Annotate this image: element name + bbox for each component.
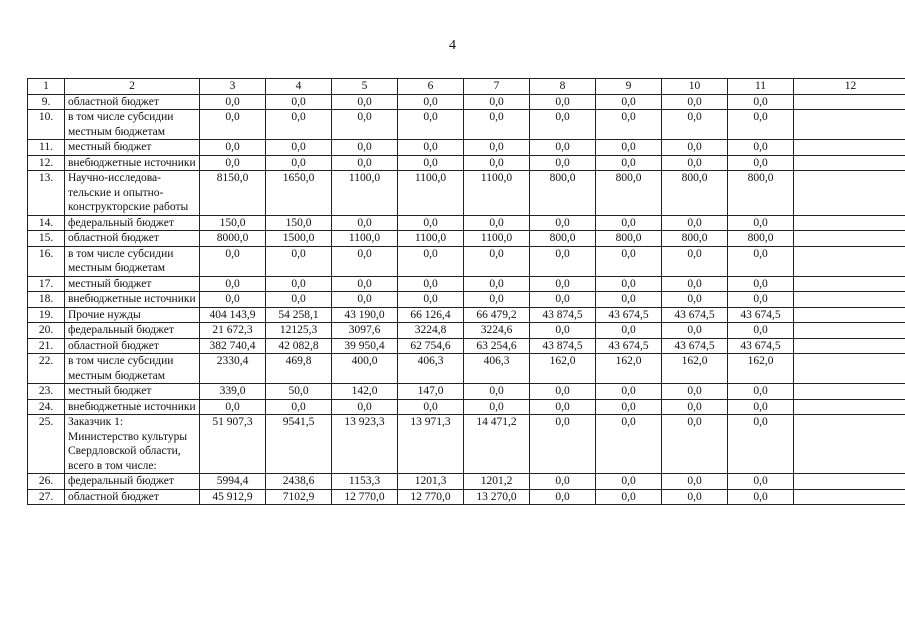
value-cell: 2438,6 (266, 474, 332, 490)
table-row (28, 338, 905, 354)
value-cell: 3224,8 (398, 323, 464, 339)
value-cell: 0,0 (530, 399, 596, 415)
value-cell (794, 155, 905, 171)
value-cell: 0,0 (464, 110, 530, 140)
header-row (28, 79, 905, 95)
column-header: 6 (398, 79, 464, 95)
value-cell: 0,0 (728, 94, 794, 110)
value-cell: 0,0 (728, 384, 794, 400)
row-number: 13. (28, 171, 65, 216)
row-number: 9. (28, 94, 65, 110)
value-cell (794, 231, 905, 247)
value-cell: 0,0 (530, 215, 596, 231)
value-cell: 66 479,2 (464, 307, 530, 323)
value-cell: 43 674,5 (662, 307, 728, 323)
value-cell: 43 874,5 (530, 338, 596, 354)
value-cell: 0,0 (728, 215, 794, 231)
row-number: 12. (28, 155, 65, 171)
value-cell (794, 338, 905, 354)
value-cell: 0,0 (596, 215, 662, 231)
row-number: 10. (28, 110, 65, 140)
value-cell: 42 082,8 (266, 338, 332, 354)
value-cell (794, 171, 905, 216)
value-cell: 0,0 (596, 489, 662, 505)
value-cell: 0,0 (728, 140, 794, 156)
row-number: 27. (28, 489, 65, 505)
value-cell (794, 323, 905, 339)
value-cell: 43 674,5 (728, 307, 794, 323)
table-row (28, 489, 905, 505)
value-cell: 0,0 (266, 94, 332, 110)
table-row (28, 323, 905, 339)
value-cell: 0,0 (332, 399, 398, 415)
value-cell: 0,0 (332, 155, 398, 171)
value-cell: 0,0 (596, 474, 662, 490)
value-cell: 8000,0 (200, 231, 266, 247)
value-cell: 12 770,0 (398, 489, 464, 505)
table-row (28, 354, 905, 384)
value-cell: 43 874,5 (530, 307, 596, 323)
value-cell: 0,0 (596, 292, 662, 308)
column-header: 12 (794, 79, 905, 95)
value-cell: 0,0 (332, 215, 398, 231)
value-cell: 1201,3 (398, 474, 464, 490)
value-cell: 800,0 (662, 171, 728, 216)
value-cell: 1100,0 (464, 171, 530, 216)
value-cell: 3224,6 (464, 323, 530, 339)
value-cell: 1100,0 (398, 231, 464, 247)
row-name: внебюджетные источники (65, 292, 200, 308)
table-row (28, 140, 905, 156)
value-cell: 0,0 (530, 110, 596, 140)
value-cell: 43 674,5 (596, 338, 662, 354)
value-cell: 0,0 (596, 399, 662, 415)
column-header: 4 (266, 79, 332, 95)
value-cell: 0,0 (398, 215, 464, 231)
value-cell: 150,0 (200, 215, 266, 231)
value-cell: 0,0 (662, 140, 728, 156)
column-header: 3 (200, 79, 266, 95)
table-row (28, 94, 905, 110)
row-number: 26. (28, 474, 65, 490)
value-cell: 0,0 (728, 415, 794, 474)
value-cell: 0,0 (464, 140, 530, 156)
value-cell: 0,0 (200, 276, 266, 292)
value-cell: 0,0 (332, 276, 398, 292)
value-cell: 800,0 (662, 231, 728, 247)
row-name: областной бюджет (65, 231, 200, 247)
value-cell: 0,0 (728, 292, 794, 308)
row-name: в том числе субсидии местным бюджетам (65, 110, 200, 140)
value-cell: 0,0 (662, 489, 728, 505)
row-number: 22. (28, 354, 65, 384)
table-row (28, 231, 905, 247)
value-cell: 0,0 (398, 276, 464, 292)
value-cell (794, 292, 905, 308)
value-cell: 8150,0 (200, 171, 266, 216)
budget-table (27, 78, 905, 505)
value-cell: 0,0 (398, 399, 464, 415)
value-cell: 0,0 (464, 399, 530, 415)
value-cell: 1100,0 (332, 231, 398, 247)
value-cell: 1650,0 (266, 171, 332, 216)
value-cell: 0,0 (728, 155, 794, 171)
value-cell: 0,0 (530, 276, 596, 292)
value-cell: 0,0 (332, 110, 398, 140)
row-name: Заказчик 1: Министерство культуры Свердловской области, всего в том числе: (65, 415, 200, 474)
value-cell: 0,0 (530, 246, 596, 276)
value-cell: 400,0 (332, 354, 398, 384)
value-cell: 147,0 (398, 384, 464, 400)
value-cell (794, 474, 905, 490)
value-cell: 0,0 (200, 399, 266, 415)
value-cell (794, 489, 905, 505)
row-number: 15. (28, 231, 65, 247)
value-cell: 800,0 (530, 231, 596, 247)
row-name: внебюджетные источники (65, 155, 200, 171)
value-cell: 63 254,6 (464, 338, 530, 354)
page-number: 4 (449, 38, 456, 53)
value-cell: 0,0 (464, 215, 530, 231)
value-cell: 382 740,4 (200, 338, 266, 354)
value-cell (794, 110, 905, 140)
value-cell: 12 770,0 (332, 489, 398, 505)
value-cell (794, 384, 905, 400)
table-row (28, 307, 905, 323)
column-header: 10 (662, 79, 728, 95)
value-cell: 339,0 (200, 384, 266, 400)
value-cell: 0,0 (596, 110, 662, 140)
row-number: 24. (28, 399, 65, 415)
value-cell: 0,0 (662, 215, 728, 231)
row-name: местный бюджет (65, 276, 200, 292)
table-row (28, 110, 905, 140)
value-cell: 404 143,9 (200, 307, 266, 323)
value-cell: 406,3 (464, 354, 530, 384)
value-cell: 0,0 (398, 246, 464, 276)
value-cell: 0,0 (200, 94, 266, 110)
table-row (28, 155, 905, 171)
value-cell: 800,0 (596, 171, 662, 216)
value-cell: 0,0 (662, 94, 728, 110)
value-cell (794, 354, 905, 384)
table-row (28, 276, 905, 292)
value-cell: 0,0 (266, 399, 332, 415)
value-cell: 13 923,3 (332, 415, 398, 474)
value-cell: 0,0 (464, 292, 530, 308)
value-cell (794, 415, 905, 474)
row-name: внебюджетные источники (65, 399, 200, 415)
table-row (28, 384, 905, 400)
value-cell: 800,0 (530, 171, 596, 216)
table-row (28, 171, 905, 216)
table-row (28, 474, 905, 490)
value-cell: 0,0 (662, 384, 728, 400)
row-name: Прочие нужды (65, 307, 200, 323)
value-cell: 0,0 (200, 155, 266, 171)
value-cell (794, 276, 905, 292)
row-name: областной бюджет (65, 94, 200, 110)
value-cell: 0,0 (464, 276, 530, 292)
value-cell: 0,0 (266, 140, 332, 156)
value-cell: 54 258,1 (266, 307, 332, 323)
value-cell: 0,0 (596, 155, 662, 171)
table-row (28, 292, 905, 308)
value-cell: 0,0 (266, 246, 332, 276)
value-cell: 0,0 (398, 110, 464, 140)
value-cell: 0,0 (596, 246, 662, 276)
row-name: федеральный бюджет (65, 474, 200, 490)
value-cell: 0,0 (662, 276, 728, 292)
row-name: областной бюджет (65, 489, 200, 505)
value-cell: 0,0 (332, 140, 398, 156)
table-row (28, 399, 905, 415)
value-cell: 50,0 (266, 384, 332, 400)
value-cell: 0,0 (464, 246, 530, 276)
value-cell: 13 270,0 (464, 489, 530, 505)
value-cell: 14 471,2 (464, 415, 530, 474)
value-cell: 0,0 (662, 110, 728, 140)
value-cell: 0,0 (728, 276, 794, 292)
value-cell: 3097,6 (332, 323, 398, 339)
row-name: местный бюджет (65, 384, 200, 400)
value-cell: 43 674,5 (728, 338, 794, 354)
row-number: 19. (28, 307, 65, 323)
value-cell: 0,0 (200, 110, 266, 140)
value-cell (794, 307, 905, 323)
table-body (28, 94, 905, 505)
value-cell: 9541,5 (266, 415, 332, 474)
value-cell: 0,0 (662, 474, 728, 490)
row-number: 16. (28, 246, 65, 276)
value-cell: 0,0 (266, 292, 332, 308)
value-cell: 0,0 (200, 292, 266, 308)
table-row (28, 215, 905, 231)
row-number: 17. (28, 276, 65, 292)
value-cell: 0,0 (332, 94, 398, 110)
value-cell: 0,0 (464, 384, 530, 400)
value-cell: 5994,4 (200, 474, 266, 490)
column-header: 1 (28, 79, 65, 95)
value-cell: 21 672,3 (200, 323, 266, 339)
row-name: федеральный бюджет (65, 323, 200, 339)
value-cell: 43 674,5 (596, 307, 662, 323)
value-cell: 1500,0 (266, 231, 332, 247)
row-number: 21. (28, 338, 65, 354)
row-name: федеральный бюджет (65, 215, 200, 231)
value-cell: 62 754,6 (398, 338, 464, 354)
value-cell: 0,0 (596, 384, 662, 400)
value-cell: 0,0 (596, 276, 662, 292)
value-cell: 0,0 (596, 323, 662, 339)
value-cell: 0,0 (266, 276, 332, 292)
value-cell: 0,0 (398, 94, 464, 110)
value-cell: 162,0 (530, 354, 596, 384)
value-cell: 0,0 (728, 399, 794, 415)
value-cell (794, 215, 905, 231)
table-row (28, 246, 905, 276)
value-cell: 0,0 (398, 292, 464, 308)
value-cell: 0,0 (530, 94, 596, 110)
value-cell: 0,0 (266, 110, 332, 140)
value-cell: 0,0 (200, 140, 266, 156)
value-cell: 150,0 (266, 215, 332, 231)
value-cell: 0,0 (728, 246, 794, 276)
row-number: 11. (28, 140, 65, 156)
value-cell: 162,0 (596, 354, 662, 384)
value-cell: 0,0 (530, 474, 596, 490)
row-name: Научно-исследова-тельские и опытно-конструкторские работы (65, 171, 200, 216)
value-cell (794, 140, 905, 156)
value-cell: 0,0 (662, 323, 728, 339)
value-cell: 0,0 (728, 489, 794, 505)
column-header: 2 (65, 79, 200, 95)
table-row (28, 415, 905, 474)
row-name: в том числе субсидии местным бюджетам (65, 354, 200, 384)
value-cell: 0,0 (596, 140, 662, 156)
value-cell: 142,0 (332, 384, 398, 400)
row-name: в том числе субсидии местным бюджетам (65, 246, 200, 276)
value-cell: 51 907,3 (200, 415, 266, 474)
value-cell: 0,0 (530, 140, 596, 156)
value-cell: 0,0 (530, 384, 596, 400)
value-cell: 162,0 (662, 354, 728, 384)
column-header: 8 (530, 79, 596, 95)
value-cell: 43 190,0 (332, 307, 398, 323)
value-cell: 7102,9 (266, 489, 332, 505)
value-cell: 0,0 (728, 110, 794, 140)
column-header: 5 (332, 79, 398, 95)
value-cell: 12125,3 (266, 323, 332, 339)
value-cell: 0,0 (464, 94, 530, 110)
value-cell: 800,0 (728, 231, 794, 247)
value-cell: 39 950,4 (332, 338, 398, 354)
value-cell: 0,0 (464, 155, 530, 171)
value-cell: 0,0 (596, 415, 662, 474)
value-cell: 1153,3 (332, 474, 398, 490)
row-name: областной бюджет (65, 338, 200, 354)
row-number: 23. (28, 384, 65, 400)
value-cell: 406,3 (398, 354, 464, 384)
value-cell: 1100,0 (398, 171, 464, 216)
value-cell: 1201,2 (464, 474, 530, 490)
value-cell: 0,0 (530, 155, 596, 171)
value-cell: 0,0 (662, 399, 728, 415)
value-cell: 0,0 (266, 155, 332, 171)
table-header (28, 79, 905, 95)
value-cell: 0,0 (662, 415, 728, 474)
value-cell: 1100,0 (332, 171, 398, 216)
value-cell (794, 399, 905, 415)
value-cell: 2330,4 (200, 354, 266, 384)
value-cell: 0,0 (530, 323, 596, 339)
value-cell (794, 246, 905, 276)
value-cell: 0,0 (596, 94, 662, 110)
value-cell: 13 971,3 (398, 415, 464, 474)
value-cell: 800,0 (596, 231, 662, 247)
value-cell: 0,0 (398, 155, 464, 171)
row-number: 25. (28, 415, 65, 474)
value-cell: 43 674,5 (662, 338, 728, 354)
row-name: местный бюджет (65, 140, 200, 156)
value-cell: 0,0 (728, 323, 794, 339)
row-number: 14. (28, 215, 65, 231)
value-cell: 0,0 (332, 246, 398, 276)
value-cell: 45 912,9 (200, 489, 266, 505)
value-cell: 0,0 (662, 292, 728, 308)
value-cell: 0,0 (662, 155, 728, 171)
column-header: 11 (728, 79, 794, 95)
value-cell: 0,0 (662, 246, 728, 276)
value-cell: 800,0 (728, 171, 794, 216)
value-cell (794, 94, 905, 110)
value-cell: 0,0 (728, 474, 794, 490)
value-cell: 66 126,4 (398, 307, 464, 323)
value-cell: 0,0 (530, 415, 596, 474)
value-cell: 0,0 (200, 246, 266, 276)
column-header: 9 (596, 79, 662, 95)
value-cell: 0,0 (530, 489, 596, 505)
value-cell: 469,8 (266, 354, 332, 384)
column-header: 7 (464, 79, 530, 95)
row-number: 20. (28, 323, 65, 339)
value-cell: 0,0 (530, 292, 596, 308)
value-cell: 1100,0 (464, 231, 530, 247)
value-cell: 0,0 (332, 292, 398, 308)
value-cell: 162,0 (728, 354, 794, 384)
row-number: 18. (28, 292, 65, 308)
value-cell: 0,0 (398, 140, 464, 156)
